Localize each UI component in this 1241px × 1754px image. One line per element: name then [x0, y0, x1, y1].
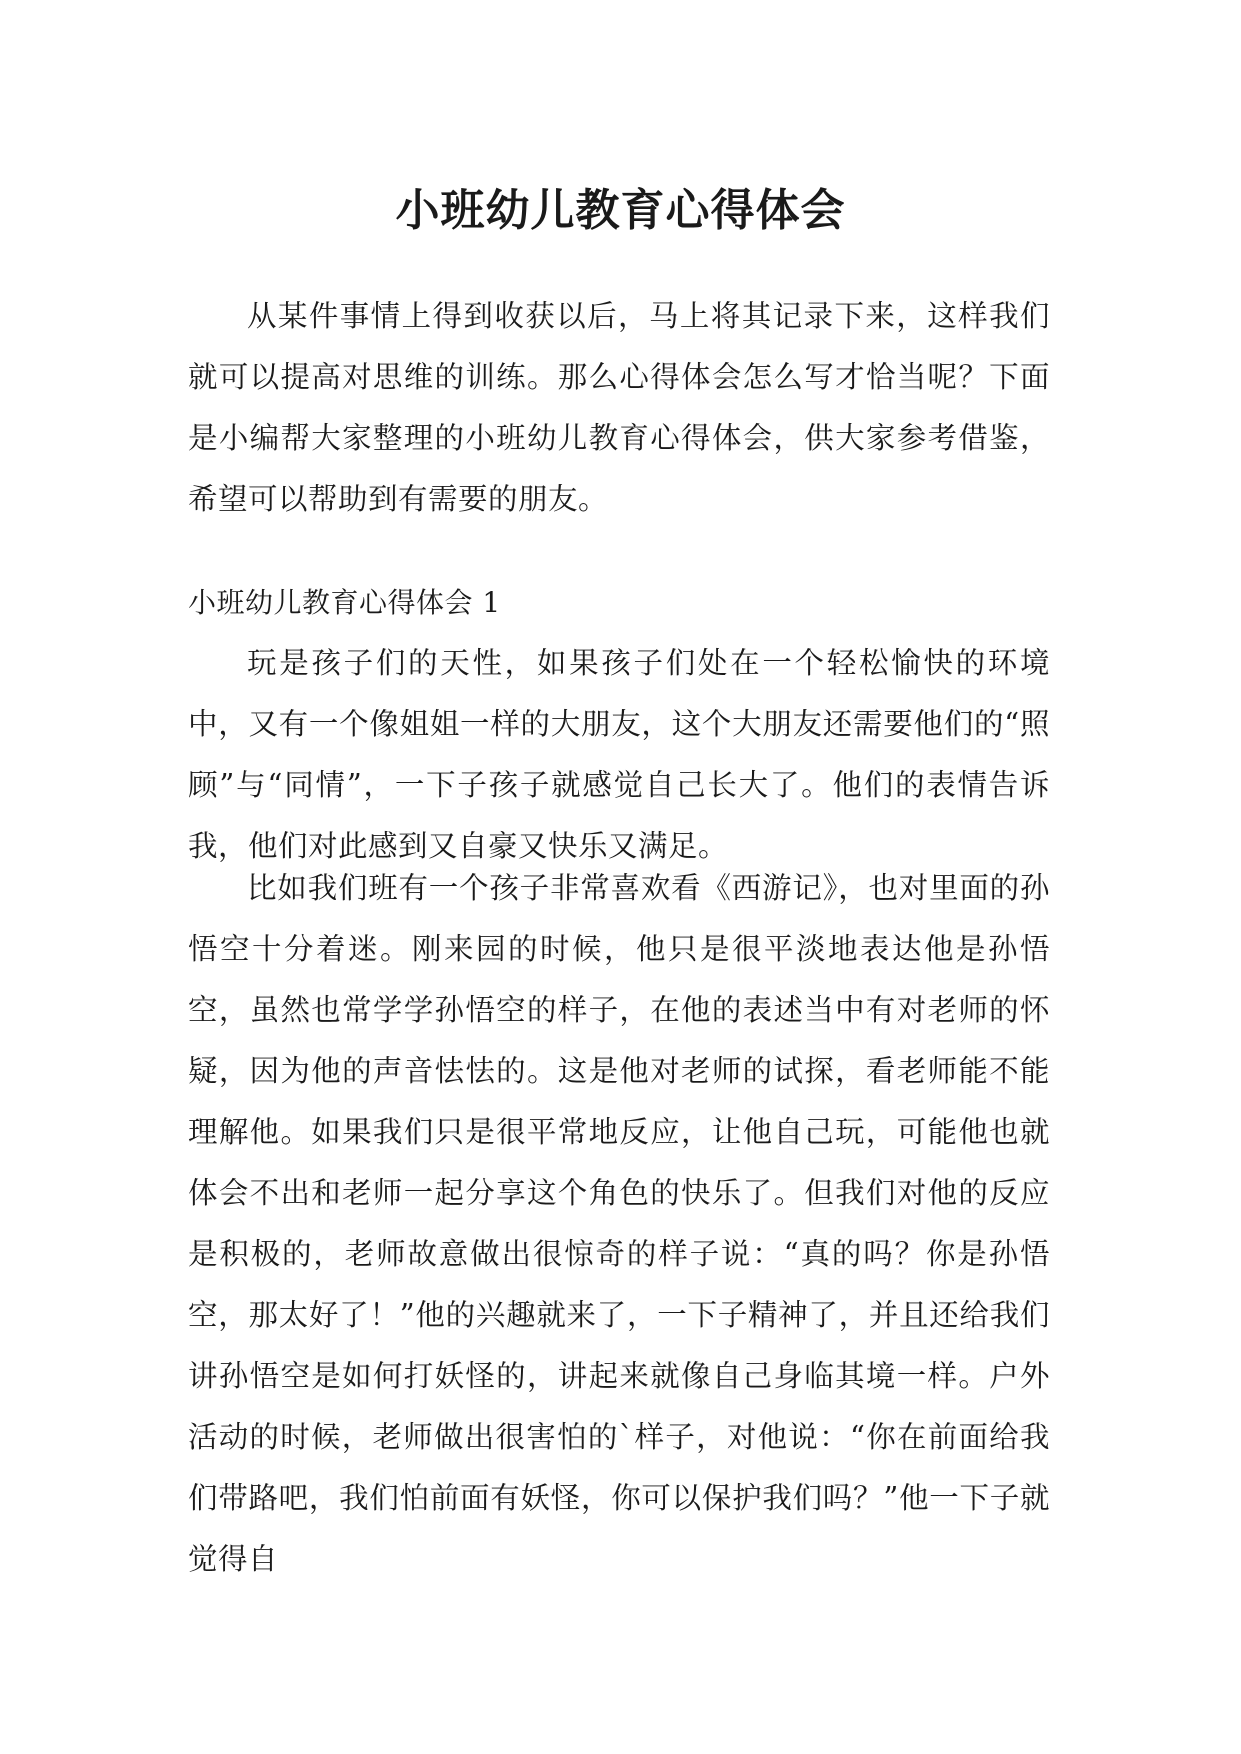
intro-paragraph: 从某件事情上得到收获以后，马上将其记录下来，这样我们就可以提高对思维的训练。那么心得体会怎么写才恰当呢？下面是小编帮大家整理的小班幼儿教育心得体会，供大家参考借鉴，希望可以帮助到有需要的朋友。	[188, 299, 1050, 516]
document-title: 小班幼儿教育心得体会	[395, 185, 846, 237]
section-heading: 小班幼儿教育心得体会 1	[188, 586, 501, 619]
body-paragraph-1: 玩是孩子们的天性，如果孩子们处在一个轻松愉快的环境中，又有一个像姐姐一样的大朋友，这个大朋友还需要他们的“照顾”与“同情”，一下子孩子就感觉自己长大了。他们的表情告诉我，他们对此感到又自豪又快乐又满足。	[188, 646, 1050, 863]
body-paragraph-2: 比如我们班有一个孩子非常喜欢看《西游记》，也对里面的孙悟空十分着迷。刚来园的时候，他只是很平淡地表达他是孙悟空，虽然也常学学孙悟空的样子，在他的表述当中有对老师的怀疑，因为他的声音怯怯的。这是他对老师的试探，看老师能不能理解他。如果我们只是很平常地反应，让他自己玩，可能他也就体会不出和老师一起分享这个角色的快乐了。但我们对他的反应是积极的，老师故意做出很惊奇的样子说：“真的吗？你是孙悟空，那太好了！”他的兴趣就来了，一下子精神了，并且还给我们讲孙悟空是如何打妖怪的，讲起来就像自己身临其境一样。户外活动的时候，老师做出很害怕的`样子，对他说：“你在前面给我们带路吧，我们怕前面有妖怪，你可以保护我们吗？”他一下子就觉得自	[188, 871, 1050, 1576]
